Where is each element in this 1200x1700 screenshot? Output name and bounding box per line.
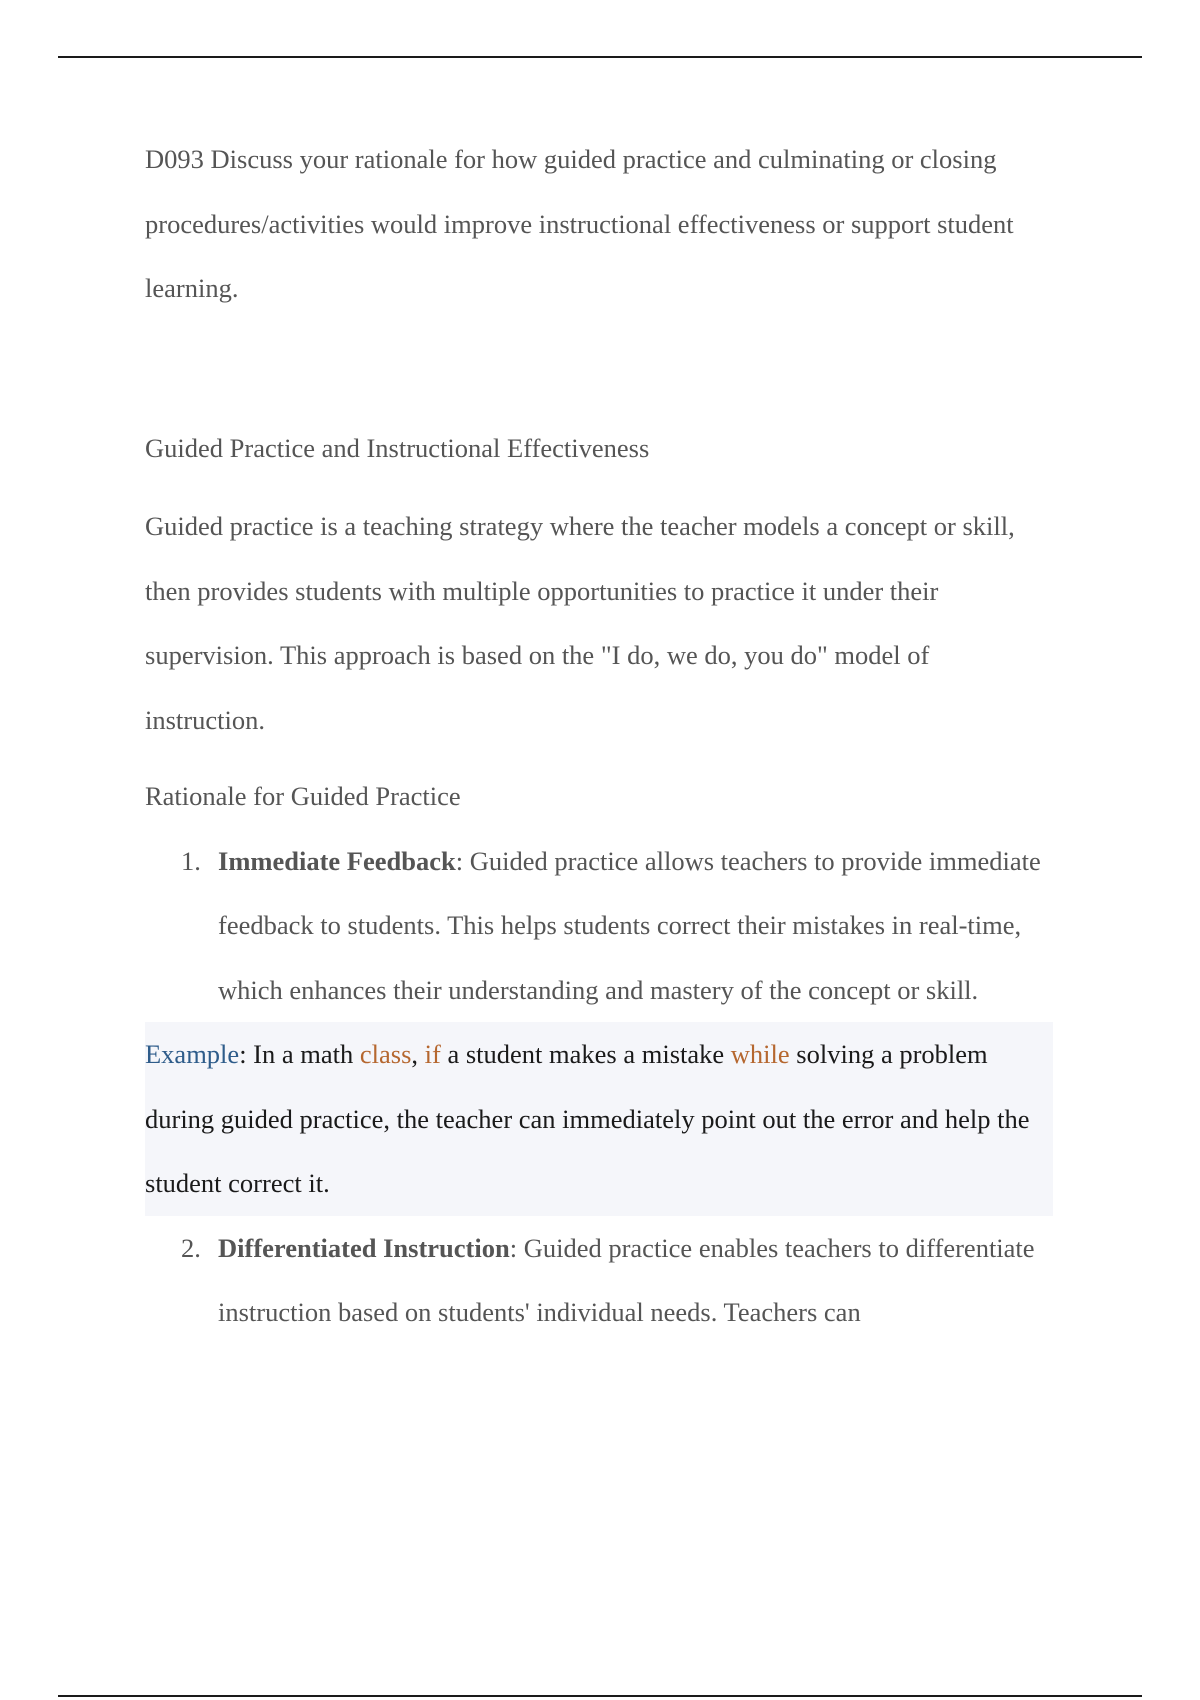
document-content <box>145 127 1055 1345</box>
list-item <box>145 1216 1055 1345</box>
subheading: Rationale for Guided Practice <box>145 781 461 811</box>
example-text-4: solving a problem during guided practice, the teacher can immediately point out the error and help the student correct it. <box>145 1039 1030 1198</box>
rationale-list-continued <box>145 1216 1055 1345</box>
list-text: : Guided practice allows teachers to provide immediate feedback to students. This helps students correct their mistakes in real-time, which enhances their understanding and mastery of the concept or skill. <box>218 845 1041 1005</box>
example-keyword: while <box>730 1039 790 1069</box>
top-rule <box>58 56 1142 58</box>
list-term: Differentiated Instruction <box>218 1232 510 1263</box>
example-keyword: if <box>424 1039 441 1069</box>
bottom-rule <box>58 1695 1142 1697</box>
example-text-1: : In a math <box>239 1039 360 1069</box>
list-number: 2. <box>181 1232 201 1263</box>
list-number: 1. <box>181 845 201 876</box>
example-keyword: class <box>359 1039 412 1069</box>
rationale-list <box>145 829 1055 1023</box>
prompt-paragraph: D093 Discuss your rationale for how guided practice and culminating or closing procedures/activities would improve instructional effectiveness or support student learning. <box>145 144 1014 303</box>
list-text: : Guided practice enables teachers to differentiate instruction based on students' individual needs. Teachers can <box>218 1232 1035 1327</box>
example-block <box>145 1022 1053 1216</box>
list-item <box>145 829 1055 1023</box>
example-label: Example <box>145 1039 240 1069</box>
example-text-2: , <box>411 1039 425 1069</box>
section-heading: Guided Practice and Instructional Effectiveness <box>145 432 650 463</box>
list-term: Immediate Feedback <box>218 845 456 876</box>
example-text-3: a student makes a mistake <box>440 1039 731 1069</box>
intro-paragraph: Guided practice is a teaching strategy where the teacher models a concept or skill, then provides students with multiple opportunities to practice it under their supervision. This approach is based on the "I do, we do, you do" model of instruction. <box>145 511 1015 735</box>
